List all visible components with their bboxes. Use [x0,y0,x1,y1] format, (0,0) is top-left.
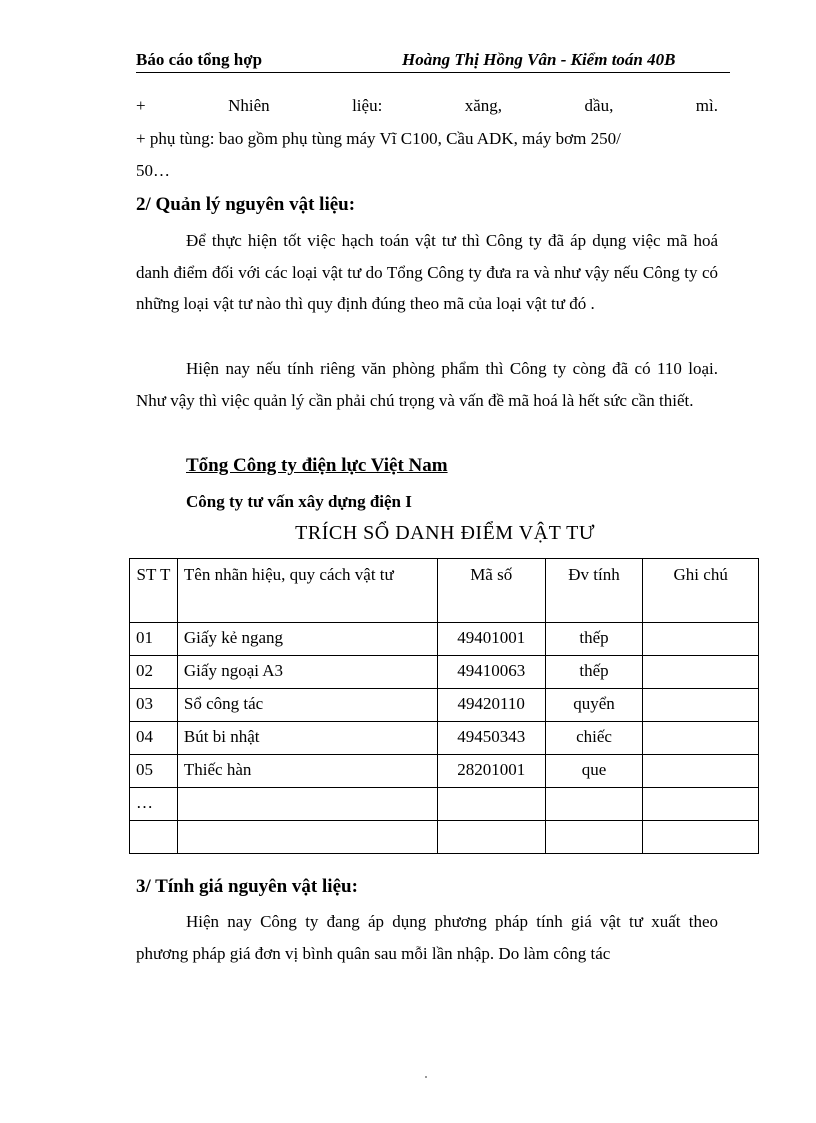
col-header-note: Ghi chú [643,559,759,623]
cell-code: 49450343 [437,722,545,755]
header-report-title: Báo cáo tổng hợp [136,50,263,69]
fuel-word: + [136,96,146,115]
cell-unit [545,821,643,854]
fuel-word: xăng, [464,96,503,115]
col-header-unit: Đv tính [545,559,643,623]
fuel-line [136,96,718,116]
cell-stt: 01 [130,623,178,656]
cell-unit: que [545,755,643,788]
org-child: Công ty tư vấn xây dựng điện I [186,492,412,511]
section-2-paragraph-2: Hiện nay nếu tính riêng văn phòng phẩm thì Công ty còng đã có 110 loại. Như vậy thì việc quản lý cần phải chú trọng và vấn đề mã hoá là hết sức cần thiết. [136,359,718,410]
cell-unit: quyển [545,689,643,722]
cell-name: Thiếc hàn [177,755,437,788]
cell-note [643,623,759,656]
page-header [136,50,730,73]
parts-line-1: + phụ tùng: bao gồm phụ tùng máy Vĩ C100, Cầu ADK, máy bơm 250/ [136,129,621,148]
table-row [130,689,759,722]
cell-name: Sổ công tác [177,689,437,722]
parts-line-2: 50… [136,161,170,180]
cell-code: 49420110 [437,689,545,722]
cell-note [643,722,759,755]
page-dot-mark [425,1076,427,1078]
cell-note [643,788,759,821]
table-title: TRÍCH SỔ DANH ĐIỂM VẬT TƯ [295,522,595,544]
table-row [130,821,759,854]
table-row [130,788,759,821]
cell-stt: 03 [130,689,178,722]
table-row [130,722,759,755]
col-header-stt: ST T [130,559,178,623]
section-2-paragraph-1: Để thực hiện tốt việc hạch toán vật tư thì Công ty đã áp dụng việc mã hoá danh điểm đối với các loại vật tư do Tổng Công ty đưa ra và như vậy nếu Công ty có những loại vật tư nào thì quy định đúng theo mã của loại vật tư đó . [136,231,718,313]
cell-name [177,788,437,821]
cell-code: 49401001 [437,623,545,656]
material-code-table [129,558,759,854]
cell-name: Giấy ngoại A3 [177,656,437,689]
fuel-word: mì. [695,96,718,115]
cell-code: 49410063 [437,656,545,689]
cell-stt: 04 [130,722,178,755]
cell-unit: thếp [545,656,643,689]
section-3-paragraph-1: Hiện nay Công ty đang áp dụng phương pháp tính giá vật tư xuất theo phương pháp giá đơn vị bình quân sau mỗi lần nhập. Do làm công tác [136,912,718,963]
table-row [130,755,759,788]
cell-stt: 05 [130,755,178,788]
cell-stt: … [130,788,178,821]
cell-code [437,821,545,854]
table-row [130,656,759,689]
header-author: Hoàng Thị Hồng Vân - Kiểm toán 40B [402,50,676,69]
cell-code: 28201001 [437,755,545,788]
cell-unit: thếp [545,623,643,656]
cell-note [643,656,759,689]
fuel-word: dầu, [584,96,614,115]
org-parent: Tổng Công ty điện lực Việt Nam [186,455,448,476]
cell-name [177,821,437,854]
table-header-row [130,559,759,623]
cell-code [437,788,545,821]
fuel-word: liệu: [352,96,383,115]
cell-unit [545,788,643,821]
cell-note [643,689,759,722]
cell-stt: 02 [130,656,178,689]
cell-unit: chiếc [545,722,643,755]
col-header-code: Mã số [437,559,545,623]
section-3-heading: 3/ Tính giá nguyên vật liệu: [136,876,358,897]
cell-stt [130,821,178,854]
cell-note [643,821,759,854]
section-2-heading: 2/ Quản lý nguyên vật liệu: [136,194,356,215]
fuel-word: Nhiên [228,96,270,115]
col-header-name: Tên nhãn hiệu, quy cách vật tư [177,559,437,623]
cell-name: Bút bi nhật [177,722,437,755]
cell-note [643,755,759,788]
table-row [130,623,759,656]
cell-name: Giấy kẻ ngang [177,623,437,656]
